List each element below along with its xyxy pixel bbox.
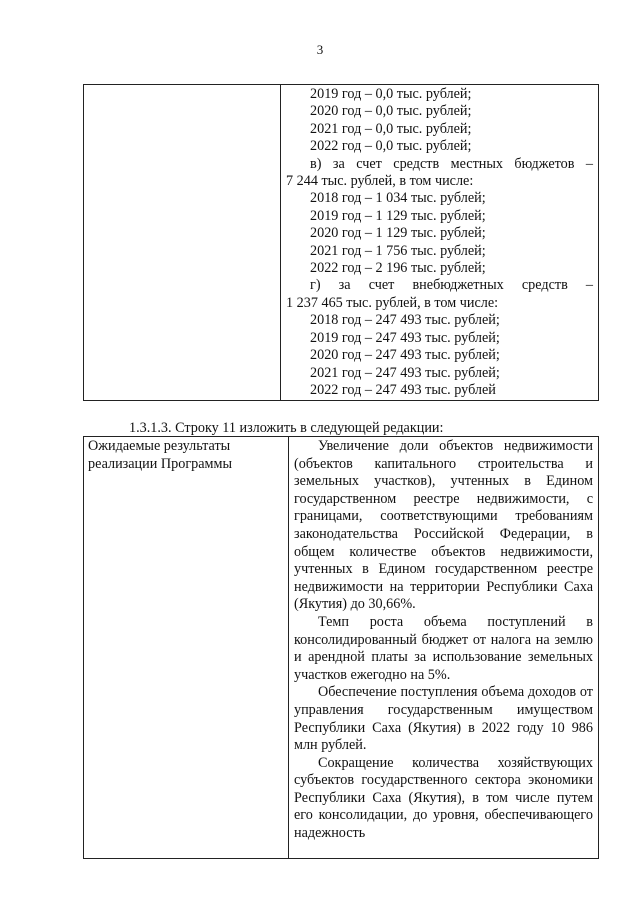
page-number: 3 [316, 42, 324, 57]
funding-line: в) за счет средств местных бюджетов – [310, 155, 593, 172]
table-row [84, 437, 599, 859]
funding-lines [286, 86, 593, 399]
funding-line: г) за счет внебюджетных средств – [310, 277, 593, 294]
funding-line: 7 244 тыс. рублей, в том числе: [286, 173, 474, 190]
funding-line: 2019 год – 1 129 тыс. рублей; [310, 207, 486, 224]
results-table [83, 436, 599, 859]
amendment-instruction: 1.3.1.3. Строку 11 изложить в следующей редакции: [129, 420, 444, 436]
result-paragraph: Темп роста объема поступлений в консолидированный бюджет от налога на землю и арендной платы за использование земельных участков ежегодно на 5%. [294, 613, 593, 683]
funding-value-cell [281, 85, 599, 401]
funding-line: 2020 год – 0,0 тыс. рублей; [310, 103, 472, 120]
result-paragraph: Обеспечение поступления объема доходов от управления государственным имуществом Республики Саха (Якутия) в 2022 году 10 986 млн рублей. [294, 684, 593, 754]
funding-line: 2018 год – 247 493 тыс. рублей; [310, 312, 500, 329]
funding-line: 1 237 465 тыс. рублей, в том числе: [286, 294, 499, 311]
results-value-cell [289, 437, 599, 859]
funding-label-cell [84, 85, 281, 401]
funding-line: 2021 год – 0,0 тыс. рублей; [310, 120, 472, 137]
funding-line: 2020 год – 247 493 тыс. рублей; [310, 347, 500, 364]
funding-line: 2021 год – 1 756 тыс. рублей; [310, 242, 486, 259]
results-label: Ожидаемые результаты реализации Программы [88, 438, 233, 472]
result-paragraph: Увеличение доли объектов недвижимости (объектов капитального строительства и земельных участков), учтенных в Едином государственном реестре недвижимости, с границами, соответствующими требованиям законодательства Российской Федерации, в общем количестве объектов недвижимости, учтенных в Едином государственном реестре недвижимости на территории Республики Саха (Якутия) до 30,66%. [294, 438, 593, 613]
funding-line: 2022 год – 247 493 тыс. рублей [310, 381, 496, 398]
funding-line: 2019 год – 0,0 тыс. рублей; [310, 86, 472, 102]
funding-line: 2018 год – 1 034 тыс. рублей; [310, 190, 486, 207]
table-row [84, 85, 599, 401]
result-paragraph: Сокращение количества хозяйствующих субъектов государственного сектора экономики Республики Саха (Якутия), в том числе путем его консолидации, до уровня, обеспечивающего надежность [294, 754, 593, 842]
results-label-cell [84, 437, 289, 859]
funding-line: 2022 год – 0,0 тыс. рублей; [310, 138, 472, 155]
results-paragraphs [294, 438, 593, 843]
funding-line: 2022 год – 2 196 тыс. рублей; [310, 260, 486, 277]
funding-table [83, 84, 599, 401]
funding-line: 2021 год – 247 493 тыс. рублей; [310, 364, 500, 381]
funding-line: 2019 год – 247 493 тыс. рублей; [310, 329, 500, 346]
funding-line: 2020 год – 1 129 тыс. рублей; [310, 225, 486, 242]
